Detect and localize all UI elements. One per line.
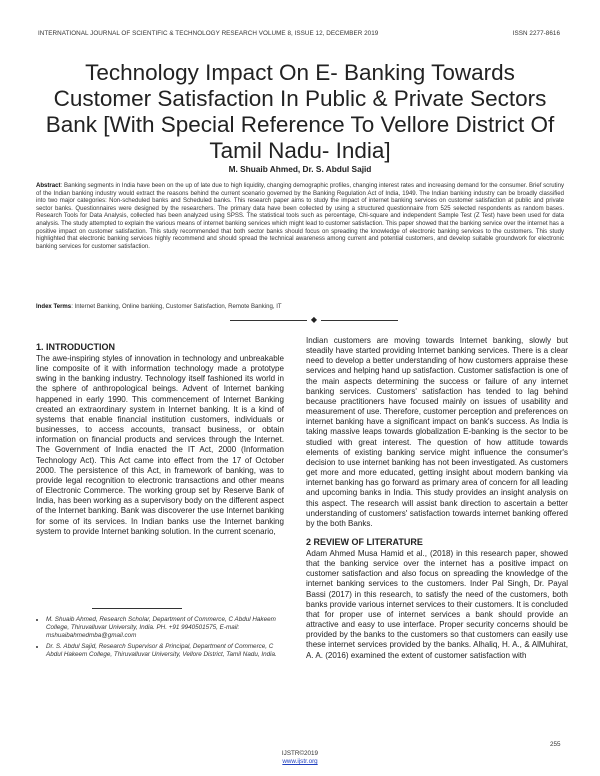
issn: ISSN 2277-8616 (512, 30, 560, 37)
introduction-paragraph: The awe-inspiring styles of innovation in technology and unbreakable line composite of it with information technology made a prototype swing in the banking industry. Technology itself fashioned its world in the sphere of anthropological beings. Advent of Internet banking happened in early 1990. This commencement of Internet Banking created an extraordinary system in Internet banking. It is a kind of systems that enable financial institution customers, individuals or businesses, to access accounts, transact business, or obtain information on financial products and services through the Internet. The Government of India enacted the IT Act, 2000 (Information Technology Act). This Act came into effect from the 17 of October 2000. The persistence of this Act, in framework of banking, was to provide legal recognition to electronic transactions and other means of Electronic Commerce. The working group set by Reserve Bank of India, has been working as a supervisory body on the different aspect of the Internet banking. Bank was discoverer the use Internet banking for some of its services. In Indian banks use the Internet banking system to provide Internet banking solution. In the current scenario, (36, 354, 284, 536)
section-heading-introduction: 1. INTRODUCTION (36, 342, 116, 352)
index-terms-label: Index Terms (36, 304, 72, 310)
divider-line-left (230, 320, 307, 321)
diamond-icon: ◆ (310, 315, 318, 324)
paper-title: Technology Impact On E- Banking Towards Customer Satisfaction In Public & Private Sectors Bank [With Special Reference To Vellore District Of Tamil Nadu- India] (45, 60, 555, 163)
page-number: 255 (550, 741, 561, 748)
right-column (306, 336, 568, 661)
page-footer (0, 750, 600, 766)
authors: M. Shuaib Ahmed, Dr. S. Abdul Sajid (228, 164, 372, 174)
section-heading-literature-review: 2 REVIEW OF LITERATURE (306, 536, 423, 547)
index-terms (36, 304, 564, 310)
abstract (36, 183, 564, 251)
divider-line-right (321, 320, 398, 321)
literature-review-paragraph: Adam Ahmed Musa Hamid et al., (2018) in this research paper, showed that the banking service over the internet has a positive impact on customer satisfaction and also focus on spreading the knowledge of the internet banking services to the customers. Inder Pal Singh, Dr. Payal Bassi (2017) in this research, to satisfy the need of the customers, both banks provide various internet services to their customers. It is concluded that for proper use of internet services a bank should provide an attractive and easy to use interface. Proper security concerns should be provided by the banks to the customers so that customers can easily use these internet services provided by the banks. Alhaliq, H. A., & AlMuhirat, A. A. (2016) examined the extent of customer satisfaction with (306, 548, 568, 660)
journal-name: INTERNATIONAL JOURNAL OF SCIENTIFIC & TECHNOLOGY RESEARCH VOLUME 8, ISSUE 12, DECEMBER 2019 (38, 30, 379, 37)
footnote-rule (92, 608, 182, 609)
copyright-code: IJSTR©2019 (281, 750, 319, 757)
footnote-author-2: • Dr. S. Abdul Sajid, Research Supervisor & Principal, Department of Commerce, C Abdul Hakeem College, Thiruvalluvar University, Vellore District, Tamil Nadu, India. (46, 643, 286, 659)
journal-url-link[interactable]: www.ijstr.org (282, 758, 318, 765)
left-column (36, 342, 284, 537)
running-header (38, 30, 560, 37)
footnote-author-1: • M. Shuaib Ahmed, Research Scholar, Department of Commerce, C Abdul Hakeem College, Thiruvalluvar University, India. PH. +91 9940501575, E-mail: mshuaibahmedmba@gmail.com (46, 616, 286, 641)
index-terms-text: : Internet Banking, Online banking, Customer Satisfaction, Remote Banking, IT (71, 304, 282, 310)
abstract-text: : Banking segments in India have been on the up of late due to high liquidity, changing demographic profiles, changing interest rates and increasing demand for the consumer. Brief scrutiny of the Indian banking industry would extract the reasons behind the current scenario governed by the Banking Regulation Act of India, 1949. The Indian banking industry can be broadly classified into two major categories: Non-scheduled banks and Scheduled banks. This research paper aims to study the impact of internet banking services on customer satisfaction at public and private sector banks. Questionnaires were designed by the researchers. The primary data have been collected by using a structured questionnaire from 525 selected respondents as random bases. Research Tools for Data Analysis, collected has been analyzed using SPSS. The statistical tools such as percentage, Chi-square and independent Sample Test (Z Test) have been used for data analysis. The study attempted to explain the various means of internet banking services which might lead to customer satisfaction. This paper showed that the banking service over the internet has a positive impact on customer satisfaction. This study recommended that both sector banks should focus on spreading the knowledge of electronic banking services to the customers. This study highlighted that electronic banking services highly recommend and should spread the technical awareness among current and potential customers, and develop suitable groundwork for electronic banking services for customer satisfaction. (36, 183, 564, 250)
introduction-continued-paragraph: Indian customers are moving towards Internet banking, slowly but steadily have started providing Internet banking services. There is a clear need to develop a better understanding of how customers appraise these services and helping hand up satisfaction. Customer satisfaction is one of the main aspects determining the success or failure of any internet banking services. Customers' satisfaction has tended to lag behind because practitioners have focused mainly on issues of usability and measurement of use. Therefore, customer perception and preferences on internet banking have a significant impact on bank's success. As India is taking massive leaps towards globalization E-banking is the sector to be studied with great interest. The question of how attitude towards elements of existing banking service might influence the consumer's decision to use internet banking has not been investigated. As customers get more and more educated, getting insight about modern banking via internet banking has go forward as primary area of concern for all leading and upcoming banks in India. This study provides an insight analysis on this aspect. The research will assist bank direction to ascertain a better understanding of customers' satisfaction towards internet banking offered by the both Banks. (306, 336, 568, 528)
footnotes (34, 616, 286, 661)
section-divider (230, 316, 398, 324)
abstract-label: Abstract (36, 183, 61, 189)
